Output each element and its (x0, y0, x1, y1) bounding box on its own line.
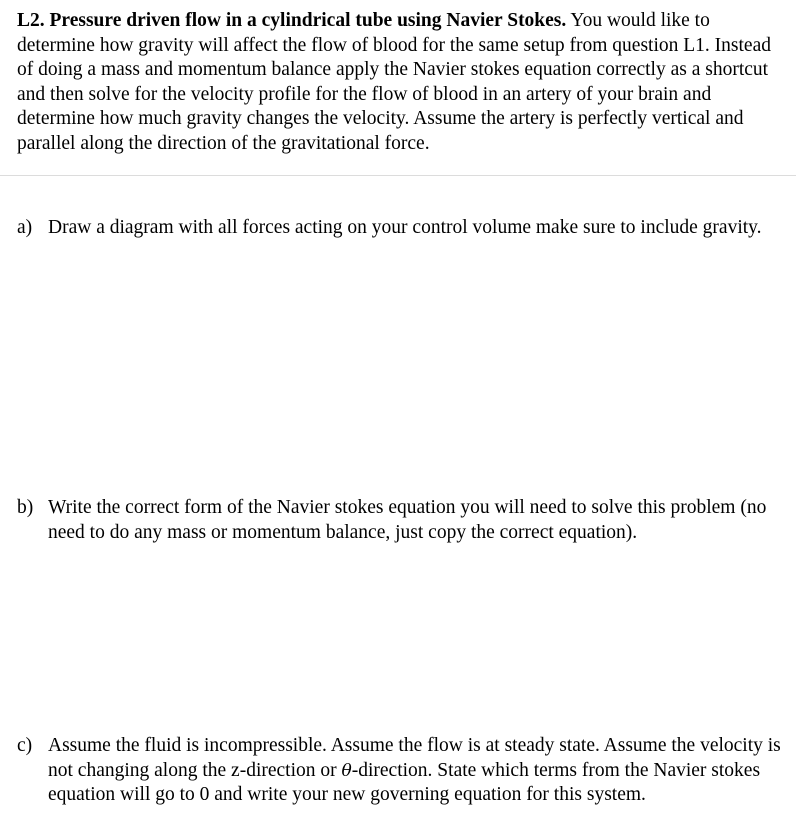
problem-body: You would like to determine how gravity will affect the flow of blood for the same setup from question L1. Instead of doing a mass and momentum balance apply the Navier stokes equation correctly as a shortcut and then solve for the velocity profile for the flow of blood in an artery of your brain and determine how much gravity changes the velocity. Assume the artery is perfectly vertical and parallel along the direction of the gravitational force. (17, 10, 771, 154)
question-c-text-after: -direction. State which terms from the Navier stokes equation will go to 0 and write your new governing equation for this system. (48, 759, 761, 806)
question-a-marker: a) (17, 217, 33, 238)
question-c-text-before: Assume the fluid is incompressible. Assume the flow is at steady state. Assume the velocity is not changing along the z-direction or (48, 735, 781, 781)
problem-statement (17, 9, 782, 157)
question-c-marker: c) (17, 735, 33, 756)
section-divider (0, 175, 796, 176)
question-a (17, 216, 782, 241)
problem-heading: L2. Pressure driven flow in a cylindrical tube using Navier Stokes. (17, 10, 567, 31)
question-c-text (48, 734, 782, 808)
question-b (17, 496, 782, 545)
question-a-text: Draw a diagram with all forces acting on your control volume make sure to include gravity. (48, 217, 762, 238)
theta-symbol: θ (341, 760, 352, 781)
question-b-text: Write the correct form of the Navier stokes equation you will need to solve this problem (no need to do any mass or momentum balance, just copy the correct equation). (48, 497, 767, 543)
question-b-marker: b) (17, 497, 34, 518)
question-c (17, 734, 782, 808)
